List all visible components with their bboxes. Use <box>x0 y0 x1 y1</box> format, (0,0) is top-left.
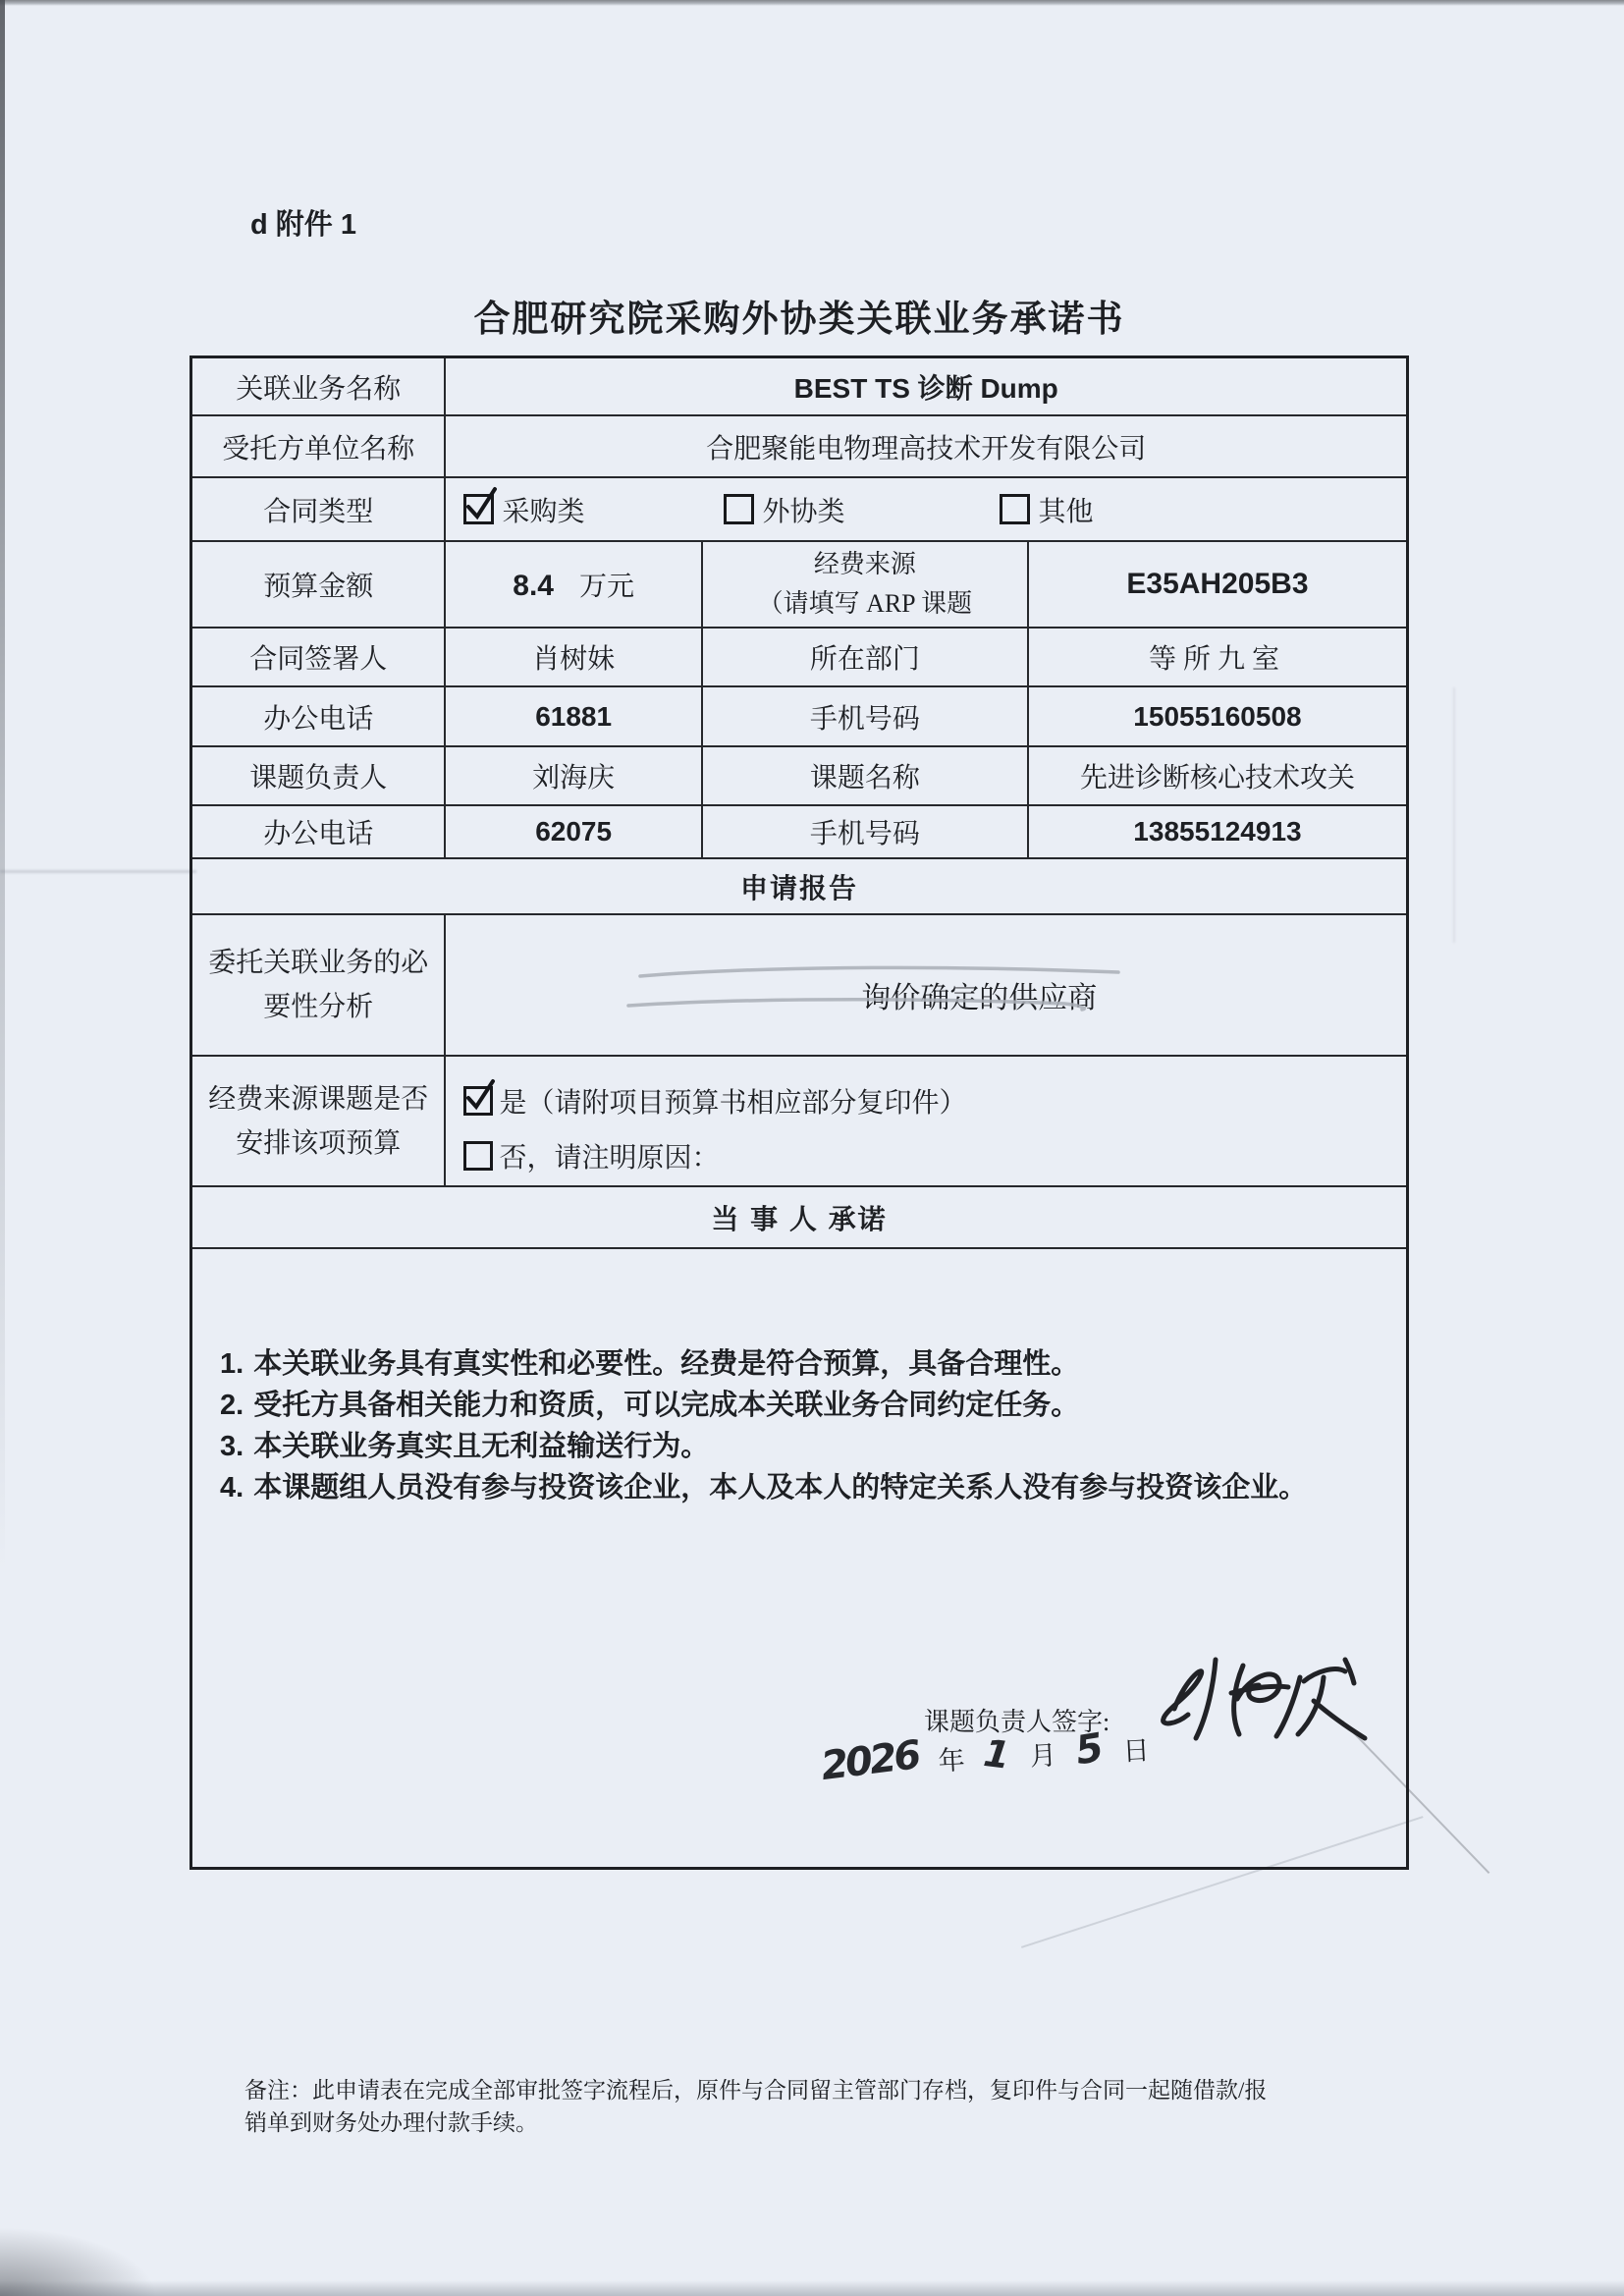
option-label: 其他 <box>1038 496 1094 527</box>
budget-amount-cell <box>445 541 701 628</box>
field-label: 办公电话 <box>191 686 446 746</box>
label-line: 安排该项预算 <box>236 1127 402 1159</box>
promise-item: 1. 本关联业务具有真实性和必要性。经费是符合预算，具备合理性。 <box>220 1348 1080 1380</box>
field-label: 手机号码 <box>702 686 1028 746</box>
trustee-unit-value: 合肥聚能电物理高技术开发有限公司 <box>445 415 1407 477</box>
promise-item: 2. 受托方具备相关能力和资质，可以完成本关联业务合同约定任务。 <box>220 1390 1080 1421</box>
date-month-unit: 月 <box>1029 1740 1057 1772</box>
date-day-unit: 日 <box>1121 1735 1151 1767</box>
funding-source-hint: （请填写 ARP 课题 <box>757 589 973 618</box>
funding-source-label: 经费来源 <box>813 550 916 578</box>
funding-source-label-cell <box>702 541 1028 628</box>
footer-note-line2: 销单到财务处办理付款手续。 <box>244 2110 538 2135</box>
field-label: 关联业务名称 <box>191 357 446 416</box>
office-phone-value: 61881 <box>445 686 701 746</box>
field-label: 手机号码 <box>702 805 1028 858</box>
document-title: 合肥研究院采购外协类关联业务承诺书 <box>473 299 1125 339</box>
date-day: 5 <box>1072 1724 1107 1775</box>
row-office-phone-1 <box>191 686 1408 746</box>
business-name-value: BEST TS 诊断 Dump <box>445 357 1407 416</box>
field-label <box>191 914 446 1056</box>
option-label: 采购类 <box>502 496 585 527</box>
row-promises <box>191 1248 1408 1869</box>
contract-type-options <box>445 477 1407 541</box>
section-header: 当 事 人 承诺 <box>191 1186 1408 1248</box>
paper-crease <box>1453 687 1455 943</box>
label-line: 委托关联业务的必 <box>208 948 429 978</box>
necessity-analysis-cell <box>445 914 1407 1056</box>
promise-item: 3. 本关联业务真实且无利益输送行为。 <box>220 1431 710 1462</box>
row-application-report-header <box>191 858 1408 914</box>
section-header: 申请报告 <box>191 858 1408 914</box>
budget-unit: 万元 <box>579 572 635 602</box>
no-option-label: 否，请注明原因： <box>499 1142 720 1174</box>
leader-name: 刘海庆 <box>445 746 701 805</box>
yes-option-label: 是（请附项目预算书相应部分复印件） <box>499 1087 967 1119</box>
scan-edge-top <box>0 0 1624 6</box>
option-other <box>1000 490 1093 529</box>
field-label: 所在部门 <box>702 628 1028 686</box>
budget-amount: 8.4 <box>513 570 554 602</box>
yes-option <box>463 1073 1396 1128</box>
project-name-value: 先进诊断核心技术攻关 <box>1028 746 1408 805</box>
date-year-unit: 年 <box>937 1745 966 1777</box>
scan-corner-shadow <box>0 2227 157 2296</box>
form-table <box>189 355 1409 1870</box>
signer-name: 肖树妹 <box>445 628 701 686</box>
checkbox-checked-icon <box>463 1086 493 1116</box>
signature-label: 课题负责人签字: <box>924 1708 1110 1736</box>
office-phone-value: 62075 <box>445 805 701 858</box>
row-business-name <box>191 357 1408 416</box>
field-label: 课题名称 <box>702 746 1028 805</box>
department-value: 等所九室 <box>1028 628 1408 686</box>
field-label: 办公电话 <box>191 805 446 858</box>
footer-note-line1: 备注：此申请表在完成全部审批签字流程后，原件与合同留主管部门存档，复印件与合同一起随借款/报 <box>244 2078 1268 2103</box>
promise-item: 4. 本课题组人员没有参与投资该企业，本人及本人的特定关系人没有参与投资该企业。 <box>220 1472 1308 1503</box>
handwritten-signature <box>1137 1644 1382 1767</box>
row-project-leader <box>191 746 1408 805</box>
label-line: 要性分析 <box>263 992 374 1022</box>
field-label: 课题负责人 <box>191 746 446 805</box>
row-party-promise-header <box>191 1186 1408 1248</box>
row-trustee-unit <box>191 415 1408 477</box>
row-contract-signer <box>191 628 1408 686</box>
field-label <box>191 1056 446 1186</box>
funding-source-value: E35AH205B3 <box>1028 541 1408 628</box>
checkbox-unchecked-icon <box>724 494 754 524</box>
option-outsource <box>724 490 844 529</box>
row-necessity-analysis <box>191 914 1408 1056</box>
no-option <box>463 1128 1396 1183</box>
attachment-label: d 附件 1 <box>250 209 356 241</box>
option-label: 外协类 <box>762 496 845 527</box>
scan-edge-bottom <box>0 2280 1624 2296</box>
promises-cell <box>191 1248 1408 1869</box>
mobile-phone-value: 15055160508 <box>1028 686 1408 746</box>
date-month: 1 <box>981 1730 1013 1777</box>
checkbox-checked-icon <box>463 494 494 524</box>
mobile-phone-value: 13855124913 <box>1028 805 1408 858</box>
label-line: 经费来源课题是否 <box>208 1083 429 1115</box>
option-purchase <box>463 490 584 529</box>
row-budget <box>191 541 1408 628</box>
necessity-analysis-value: 询价确定的供应商 <box>861 982 1098 1014</box>
row-contract-type <box>191 477 1408 541</box>
pencil-underline <box>623 962 1153 1021</box>
budget-arranged-cell <box>445 1056 1407 1186</box>
row-office-phone-2 <box>191 805 1408 858</box>
checkbox-unchecked-icon <box>463 1141 493 1171</box>
scan-edge-left <box>0 0 5 1571</box>
field-label: 受托方单位名称 <box>191 415 446 477</box>
row-budget-arranged <box>191 1056 1408 1186</box>
field-label: 合同签署人 <box>191 628 446 686</box>
date-year: 2026 <box>818 1732 921 1790</box>
footer-note <box>244 2074 1344 2139</box>
checkbox-unchecked-icon <box>1000 494 1030 524</box>
field-label: 合同类型 <box>191 477 446 541</box>
paper-crease <box>0 870 196 873</box>
field-label: 预算金额 <box>191 541 446 628</box>
